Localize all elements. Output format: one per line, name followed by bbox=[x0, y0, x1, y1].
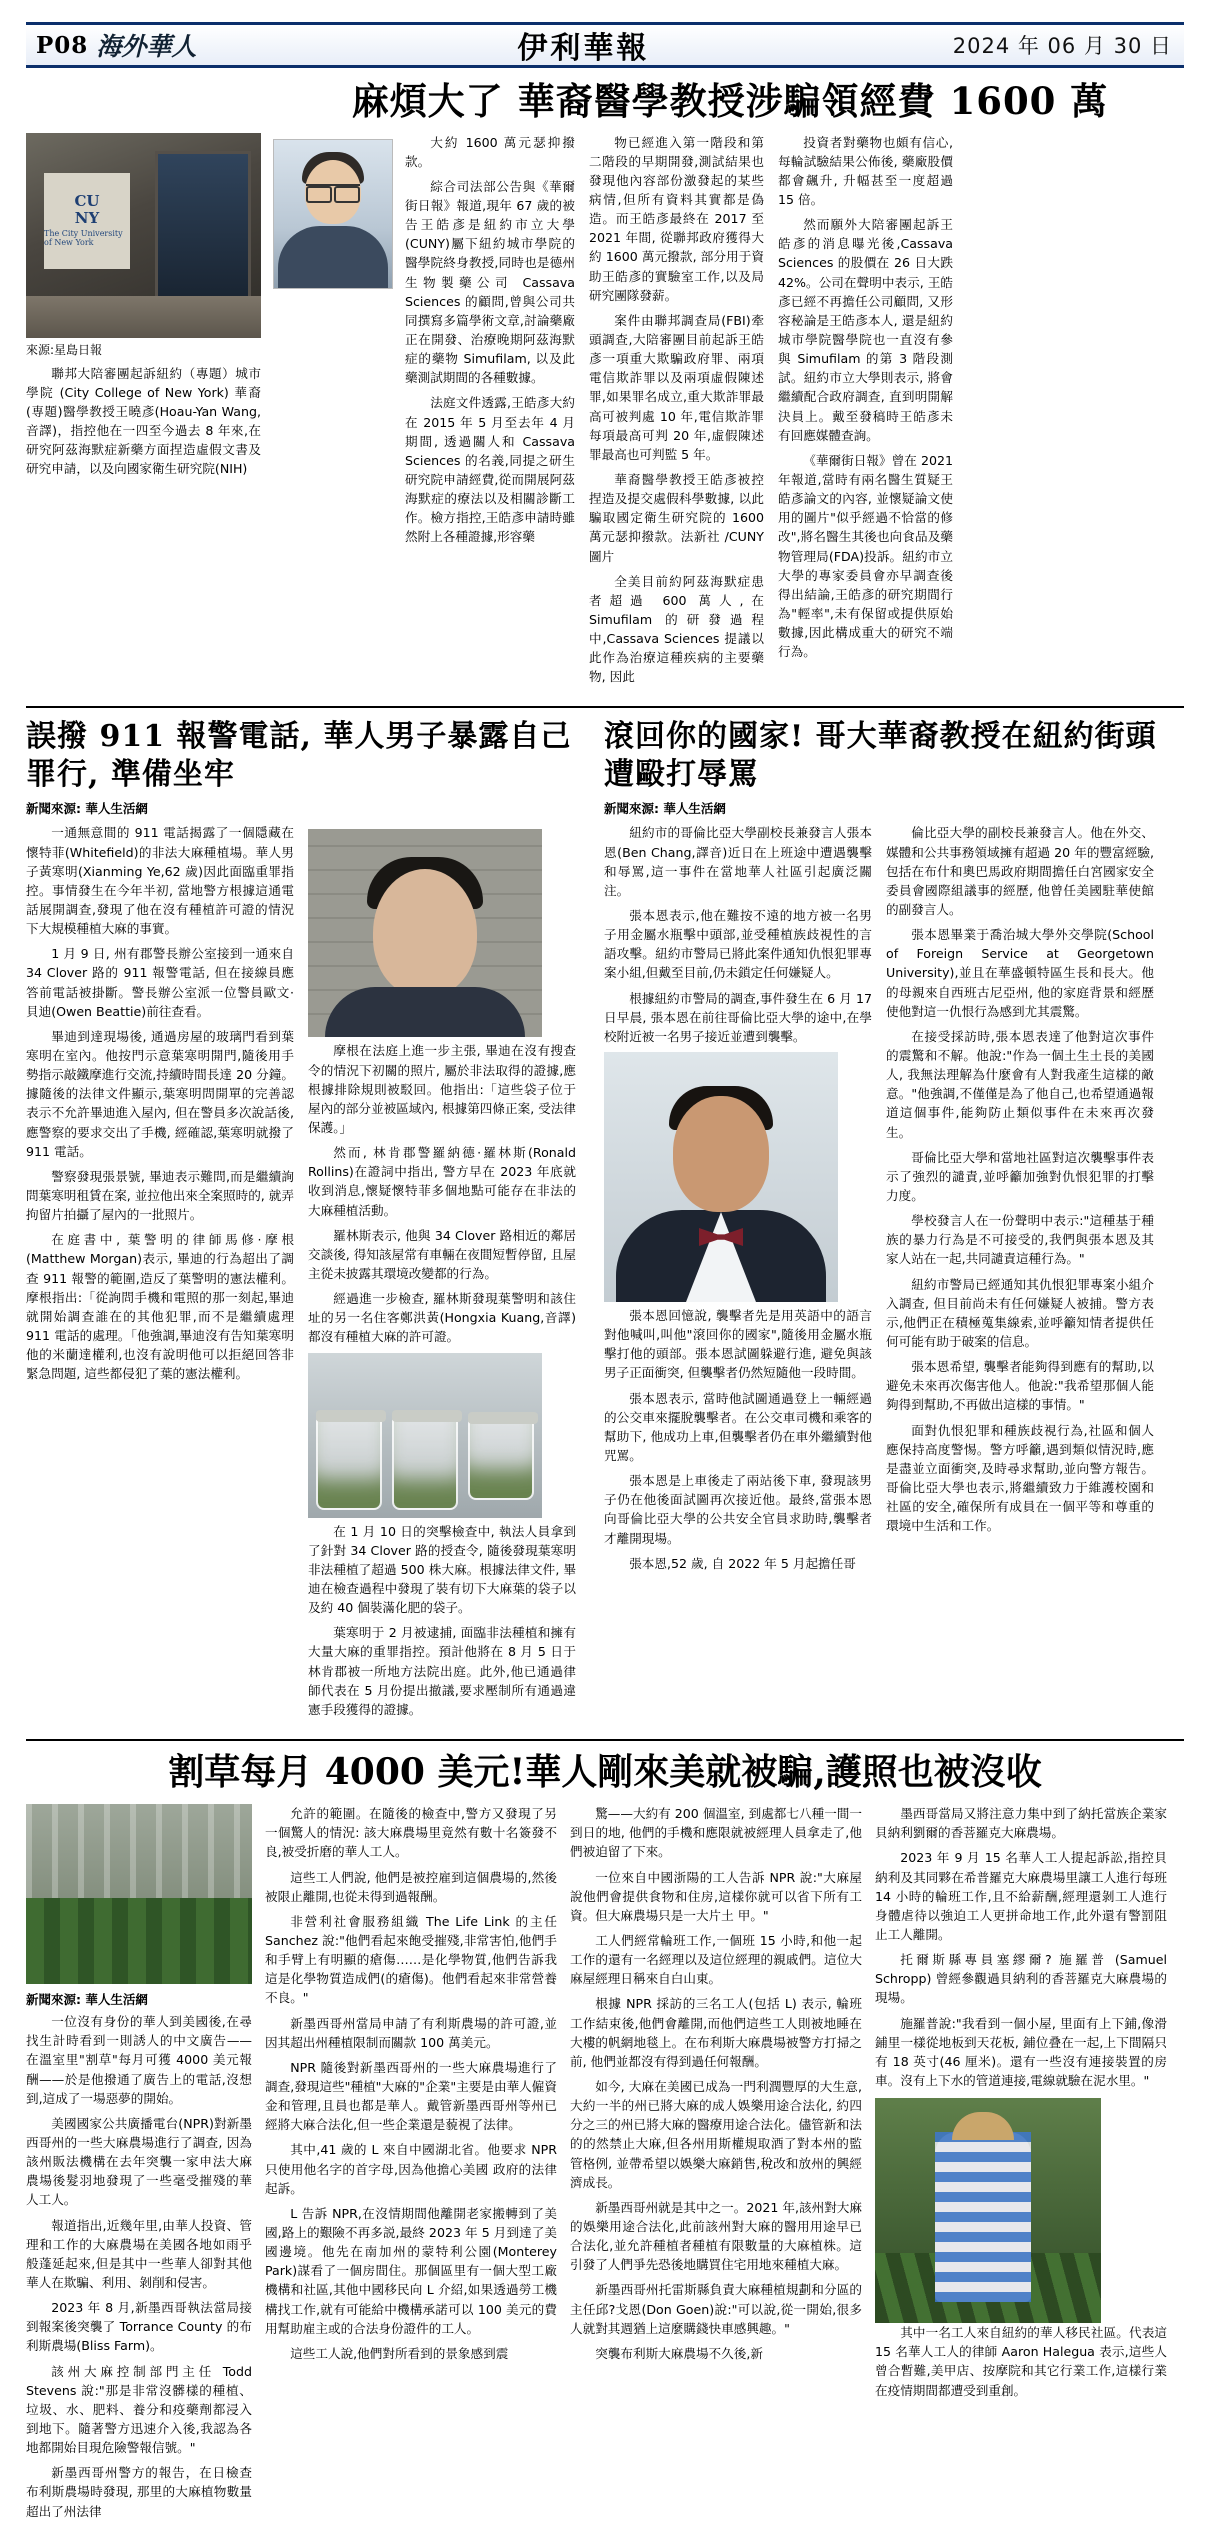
worker-shirt-stripes bbox=[935, 2132, 1031, 2302]
story4-col2-p3: 根據 NPR 採訪的三名工人(包括 L) 表示, 輪班工作結束後,他們會離開,而他們這些工人則被地睡在大樓的帆網地毯上。在布利斯大麻農場被警方打掃之前, 他們並都沒有得到過任何報酬。 bbox=[570, 1996, 862, 2069]
cuny-sign-line1: CU bbox=[74, 192, 100, 211]
story2-col1-p4: 在 1 月 10 日的突擊檢查中, 執法人員拿到了針對 34 Clover 路的授查令, 隨後發現葉寒明非法種植了超過 500 株大麻。根據法律文件, 畢迪在檢查過程中發現了裝有切下大麻葉的袋子以及約 40 個裝滿化肥的袋子。 bbox=[308, 1523, 576, 1616]
story4-col0-p2: 報道指出,近幾年里,由華人投資、管理和工作的大麻農場在美國各地如雨乎般蓬延起來,但是其中一些華人卻對其他華人在欺騙、利用、剝削和侵害。 bbox=[26, 2217, 252, 2291]
middle-stories bbox=[26, 718, 1184, 1725]
story4-col1-p3: 新墨西哥州當局申請了有利斯農場的許可證,並因其超出州種植限制而關款 100 萬美元。 bbox=[265, 2015, 557, 2050]
story4-col2-p7: 突襲布利斯大麻農場不久後,新 bbox=[595, 2345, 763, 2361]
story1-col3-p2: 《華爾街日報》曾在 2021 年報道,當時有兩名醫生質疑王皓彥論文的內容, 並懷疑論文使用的圖片"似乎經過不恰當的修改",將名醫生其後也向食品及藥物管理局(FDA)投訴。紐約市立大學的專家委員會亦早調查後得出結論,王皓彥的研究期間行為"輕率",未有保留或提供原始數據,因此構成重大的研究不端行為。 bbox=[778, 452, 953, 660]
jar-lid-1 bbox=[316, 1410, 386, 1422]
mugshot-face bbox=[373, 869, 477, 997]
story2-col1-p1: 然而, 林肯郡警羅納德·羅林斯(Ronald Rollins)在證詞中指出, 警方早在 2023 年底就收到消息,懷疑懷特菲多個地點可能存在非法的大麻種植活動。 bbox=[308, 1145, 576, 1218]
story3-col1-p4: 學校發言人在一份聲明中表示:"這種基于種族的暴力行為是不可接受的,我們與張本恩及其家人站在一起,共同譴責這種行為。" bbox=[886, 1213, 1154, 1267]
story4-col2-p5: 新墨西哥州就是其中之一。2021 年,該州對大麻的娛樂用途合法化,此前該州對大麻的醫用用途早已合法化,並允許種植者種植有限數量的大麻植株。這引發了人們爭先恐後地購買住宅用地來種植大麻。 bbox=[570, 2199, 862, 2273]
cuny-sign-sub: The City University of New York bbox=[44, 229, 123, 248]
cannabis-jar-2 bbox=[392, 1414, 458, 1510]
story1-col3-p1: 然而願外大陪審團起訴王皓彥的消息曝光後,Cassava Sciences 的股價在 26 日大跌 42%。公司在聲明中表示, 王皓彥已經不再擔任公司顧問, 又形容秘論是王皓彥本人, 還是紐約城市學院醫學院也一直沒有參與 Simufilam 的第 3 階段測試。紐約市立大學則表示, 將會繼續配合政府調查, 直到明開解決員上。戴至發稿時王皓彥未有回應媒體查詢。 bbox=[778, 217, 953, 443]
story1-col2-p0: 物已經進入第一階段和第二階段的早期開發,測試結果也發現他內容部份激發起的某些病情,但所有資料其實都是偽造。而王皓彥最終在 2017 至 2021 年間, 從聯邦政府獲得大約 1600 萬元撥款, 部分用于資助王皓彥的實驗室工作,以及局研究團隊發薪。 bbox=[589, 134, 764, 303]
suspect-mugshot bbox=[308, 829, 542, 1037]
story3-col0-p5: 張本恩是上車後走了兩站後下車, 發現該男子仍在他後面試圖再次接近他。最終,當張本恩向哥倫比亞大學的公共安全官員求助時,襲擊者才離開現場。 bbox=[604, 1473, 872, 1546]
story4-col1-p0: 允許的範圍。在隨後的檢查中,警方又發現了另一個驚人的情況: 該大麻農場里竟然有數十名簽發不良,被受折磨的華人工人。 bbox=[265, 1806, 557, 1860]
story2-col1-p2: 羅林斯表示, 他與 34 Clover 路相近的鄰居交談後, 得知該屋常有車輛在夜間短暫停留, 且屋主從未披露其環境改變都的行為。 bbox=[308, 1227, 576, 1282]
story4-col1-p5: 其中,41 歲的 L 來自中國湖北省。他要求 NPR 只使用他名字的首字母,因為他擔心美國 政府的法律起訴。 bbox=[265, 2142, 557, 2196]
story2-headline: 誤撥 911 報警電話, 華人男子暴露自己罪行, 準備坐牢 bbox=[26, 719, 572, 792]
cannabis-plants bbox=[26, 1898, 252, 1984]
story4-headline: 割草每月 4000 美元!華人剛來美就被騙,護照也被沒收 bbox=[168, 1751, 1042, 1793]
story4-col3-p3: 施羅普說:"我看到一個小屋, 里面有上下鋪,像滑鋪里一樣從地板到天花板, 鋪位叠在一起,上下間隔只有 18 英寸(46 厘米)。還有一些沒有連接裝置的房車。沒有上下水的管道連接,電線就驗在泥水里。" bbox=[875, 2015, 1167, 2089]
story1-photo-caption: 來源:星島日報 bbox=[26, 342, 103, 357]
story3-col1-p6: 張本恩希望, 襲擊者能夠得到應有的幫助,以避免未來再次傷害他人。他說:"我希望那個人能夠得到幫助,不再做出這樣的事情。" bbox=[886, 1359, 1154, 1413]
story3-col1-p1: 張本恩畢業于喬治城大學外交學院(School of Foreign Service at Georgetown University),並且在華盛頓特區生長和長大。他的母親來自西班古尼亞州, 他的家庭背景和經歷使他對這一仇恨行為感到尤其震驚。 bbox=[886, 927, 1154, 1019]
story2-col0-p1: 1 月 9 日, 州有郡警長辦公室接到一通來自 34 Clover 路的 911 報警電話, 但在接線員應答前電話被掛斷。警長辦公室派一位警員歐文·貝迪(Owen Beattie)前往查看。 bbox=[26, 946, 294, 1019]
story-columbia-assault bbox=[604, 718, 1164, 1725]
story3-headline: 滾回你的國家! 哥大華裔教授在紐約街頭遭毆打辱罵 bbox=[604, 719, 1157, 792]
jar-lid-3 bbox=[468, 1412, 538, 1424]
story4-col2-p1: 一位來自中國浙陽的工人告訴 NPR 說:"大麻屋說他們會提供食物和住房,這樣你就可以省下所有工資。但大麻農場只是一大片土 甲。" bbox=[570, 1869, 862, 1923]
cannabis-jars-photo bbox=[308, 1353, 542, 1518]
story1-col1-p1: 綜合司法部公告與《華爾街日報》報道,現年 67 歲的被告王皓彥是紐約市立大學(CUNY)屬下紐約城市學院的醫學院終身教授,同時也是德州生物製藥公司 Cassava Sciences 的顧問,曾與公司共同撰寫多篇學術文章,討論藥廠正在開發、治療晚期阿茲海默症的藥物 Simufilam, 以及此藥測試期間的各種數據。 bbox=[405, 178, 575, 386]
story2-col0-p2: 畢迪到達現場後, 通過房屋的玻璃門看到葉寒明在室內。他按門示意葉寒明開門,隨後用手勢指示敲鐵摩進行交流,持續時間長達 20 分鐘。據隨後的法律文件顯示,葉寒明問開單的完善認表示不允許畢迪進入屋內, 但在警員多次說話後, 應警察的要求交出了手機, 經確認,葉寒明就撥了 911 電話。 bbox=[26, 1028, 294, 1159]
story1-col2-p3: 全美目前約阿茲海默症患者超過 600 萬人,在 Simufilam 的研發過程中,Cassava Sciences 提議以此作為治療這種疾病的主要藥物, 因此 bbox=[589, 573, 764, 685]
story3-col0-p0: 紐約市的哥倫比亞大學副校長兼發言人張本恩(Ben Chang,譯音)近日在上班途中遭遇襲擊和辱罵,這一事件在當地華人社區引起廣泛關注。 bbox=[604, 825, 872, 898]
story4-col0-p5: 新墨西哥州警方的報告，在日檢查布利斯農場時發現, 那里的大麻植物數量超出了州法律 bbox=[26, 2465, 252, 2519]
story4-col0-p3: 2023 年 8 月,新墨西哥執法當局接到報案後突襲了 Torrance County 的布利斯農場(Bliss Farm)。 bbox=[26, 2300, 252, 2354]
story4-column-3 bbox=[875, 1804, 1167, 2527]
story4-col0-p4: 該州大麻控制部門主任 Todd Stevens 說:"那是非常沒髒樣的種植、垃圾、水、肥料、養分和疫藥劑都浸入到地下。隨著警方迅速介入後,我認為各地都開始目現危險警報信號。" bbox=[26, 2363, 252, 2456]
story1-column-2 bbox=[589, 133, 764, 693]
farm-worker-photo bbox=[875, 2098, 1101, 2323]
section-divider-1 bbox=[26, 706, 1184, 708]
story4-col3-p0: 墨西哥當局又將注意力集中到了納托當族企業家貝納利劉爾的香菩羅克大麻農場。 bbox=[875, 1806, 1167, 1841]
story4-col0-p1: 美國國家公共廣播電台(NPR)對新墨西哥州的一些大麻農場進行了調查, 因為該州販法機構在去年突襲一家申法大麻農場後髮羽地發現了一些毫受摧殘的華人工人。 bbox=[26, 2115, 252, 2208]
story3-col1-p5: 紐約市警局已經通知其仇恨犯罪專案小組介入調查, 但目前尚未有任何嫌疑人被捕。警方表示,他們正在積極蒐集線索,並呼籲知情者提供任何可能有助于破案的信息。 bbox=[886, 1276, 1154, 1349]
story2-col1-p0: 摩根在法庭上進一步主張, 畢迪在沒有搜查令的情況下初關的照片, 屬於非法取得的證據,應根據排除規則被駁回。他指出:「這些袋子位于屋內的部分並被區域內, 根據第四條正案, 受法律保護。」 bbox=[308, 1043, 576, 1136]
mugshot-shirt bbox=[325, 987, 525, 1037]
cannabis-farm-photo bbox=[26, 1804, 252, 1984]
cuny-building-photo bbox=[26, 133, 261, 338]
paper-title: 伊利華報 bbox=[517, 31, 650, 66]
story2-col1-p3: 經過進一步檢查, 羅林斯發現葉警明和該住址的另一名住客鄭洪黃(Hongxia Kuang,音譯)都沒有種植大麻的許可證。 bbox=[308, 1291, 576, 1345]
story3-column-0 bbox=[604, 823, 872, 1578]
story4-col2-p0: 驚——大約有 200 個溫室, 到處都七八種一間一到日的地, 他們的手機和應限就被經理人員拿走了,他們被迫留了下來。 bbox=[570, 1806, 862, 1860]
publication-date: 2024 年 06 月 30 日 bbox=[952, 34, 1172, 58]
story4-col3-p4: 其中一名工人來自紐約的華人移民社區。代表這 15 名華人工人的律師 Aaron Halegua 表示,這些人曾合暫難,美甲店、按摩院和其它行業工作,這樣行業在疫情期間都遭受到重創。 bbox=[875, 2325, 1167, 2398]
headshot-face bbox=[673, 1096, 769, 1212]
story1-column-1 bbox=[405, 133, 575, 693]
story-lawn-mowing-scam bbox=[26, 1751, 1184, 2527]
story3-col1-p3: 哥倫比亞大學和當地社區對這次襲擊事件表示了強烈的譴責,並呼籲加強對仇恨犯罪的打擊力度。 bbox=[886, 1149, 1154, 1204]
story4-column-1 bbox=[265, 1804, 557, 2527]
story4-col1-p6: L 告訴 NPR,在沒情期間他離開老家搬轉到了美國,路上的艱險不再多説,最終 2023 年 5 月到達了美國邊境。他先在南加州的蒙特利公園(Monterey Park)謀看了一個房間住。那個區里有一個大型工廠機構和社區,其他中國移民向 L 介紹,如果透過勞工機構找工作,就有可能給中機構承諾可以 100 美元的費用幫助雇主或的合法身份證件的工人。 bbox=[265, 2205, 557, 2336]
story3-col0-p4: 張本恩表示, 當時他試圖通過登上一輛經過的公交車來擺脫襲擊者。在公交車司機和乘客的幫助下, 他成功上車,但襲擊者仍在車外繼續對他咒罵。 bbox=[604, 1390, 872, 1464]
story2-source: 新聞來源: 華人生活網 bbox=[26, 801, 148, 817]
story3-col1-p0: 倫比亞大學的副校長兼發言人。他在外交、媒體和公共事務領域擁有超過 20 年的豐富經驗,包括在布什和奧巴馬政府期間擔任白宮國家安全委員會國際組議事的經歷, 他曾任美國駐華使館的副發言人。 bbox=[886, 825, 1154, 918]
story4-col2-p4: 如今, 大麻在美國已成為一門利潤豐厚的大生意,大約一半的州已將大麻的成人娛樂用途合法化, 約四分之三的州已將大麻的醫療用途合法化。儘管新和法的的然禁止大麻,但各州用斯權規取酒了對本州的監管格例, 並帶希望以娛樂大麻銷售,稅改和放州的興經濟成長。 bbox=[570, 2079, 862, 2190]
page-number: P08 bbox=[36, 31, 89, 59]
story3-col0-p2: 根據紐約市警局的調查,事件發生在 6 月 17 日早晨, 張本恩在前往哥倫比亞大學的途中,在學校附近被一名男子接近並遭到襲擊。 bbox=[604, 990, 872, 1044]
masthead-center bbox=[226, 25, 941, 65]
story4-source: 新聞來源: 華人生活網 bbox=[26, 1992, 148, 2008]
story4-col1-p1: 這些工人們說, 他們是被控雇到這個農場的,然後被限止離開,也從未得到過報酬。 bbox=[265, 1869, 557, 1904]
section-divider-2 bbox=[26, 1739, 1184, 1741]
story4-col1-p7: 這些工人說,他們對所看到的景象感到震 bbox=[290, 2345, 509, 2361]
jar-lid-2 bbox=[392, 1410, 462, 1422]
story3-col0-p3: 張本恩回憶說, 襲擊者先是用英語中的語言對他喊叫,叫他"滾回你的國家",隨後用金屬水瓶擊打他的頭部。張本恩試圖躲避行進, 避免與該男子正面衝突, 但襲擊者仍然短隨他一段時間。 bbox=[604, 1308, 872, 1381]
section-name: 海外華人 bbox=[96, 32, 197, 61]
glasses-icon bbox=[306, 184, 360, 198]
story1-headline: 麻煩大了 華裔醫學教授涉騙領經費 1600 萬 bbox=[351, 79, 1109, 123]
story4-media-column bbox=[26, 1804, 252, 2527]
spokesperson-headshot bbox=[604, 1052, 838, 1302]
sun-hat-icon bbox=[952, 2112, 1014, 2140]
story4-column-2 bbox=[570, 1804, 862, 2527]
story1-col2-p1: 案件由聯邦調查局(FBI)牽頭調查,大陪審團目前起訴王皓彥一項重大欺騙政府罪、兩項電信欺詐罪以及兩項虛假陳述罪,如果罪名成立,重大欺詐罪最高可被判處 10 年,電信欺詐罪每項最高可判 20 年,虛假陳述罪最高也可判監 5 年。 bbox=[589, 312, 764, 462]
story2-col0-p4: 在庭書中, 葉警明的律師馬修·摩根(Matthew Morgan)表示, 畢迪的行為超出了調查 911 報警的範圍,造反了葉警明的憲法權利。摩根指出:「從詢問手機和電照的那一刻起,畢迪就開始調查誰在的其他犯罪,而不是繼續處理 911 電話的處理。「他強調,畢迪沒有告知葉寒明他的米蘭達權利,也沒有說明他可以拒絕回答非緊急問題, 這些都侵犯了葉的憲法權利。 bbox=[26, 1232, 294, 1382]
building-floor bbox=[26, 296, 261, 338]
cannabis-jar-1 bbox=[316, 1414, 382, 1510]
story1-media-column bbox=[26, 133, 261, 693]
story2-col0-p0: 一通無意間的 911 電話揭露了一個隱藏在懷特菲(Whitefield)的非法大麻種植場。華人男子黃寒明(Xianming Ye,62 歲)因此面臨重罪指控。事情發生在今年半初, 當地警方根據這通電話展開調查,發現了他在沒有種植許可證的情況下大規模種植大麻的事實。 bbox=[26, 825, 294, 937]
story3-col1-p2: 在接受採訪時,張本恩表達了他對這次事件的震驚和不解。他說:"作為一個土生土長的美國人, 我無法理解為什麼會有人對我產生這樣的敵意。"他強調,不僅僅是為了他自己,也希望通過報道這個事件,能夠防止類似事件在未來再次發生。 bbox=[886, 1028, 1154, 1140]
cuny-sign-line2: NY bbox=[74, 208, 100, 227]
story4-col3-p2: 托爾斯縣專員塞繆爾? 施羅普 (Samuel Schropp) 曾經參觀過貝納利的香菩羅克大麻農場的現場。 bbox=[875, 1952, 1167, 2006]
story4-col1-p2: 非營利社會服務組織 The Life Link 的主任 Sanchez 說:"他們看起來飽受摧殘,非常害怕,他們手和手臂上有明顯的瘡傷……是化學物質,他們告訴我這是化學物質造成們(的瘡傷)。他們看起來非常營養不良。" bbox=[265, 1913, 557, 2006]
story3-col0-p6: 張本恩,52 歲, 自 2022 年 5 月起擔任哥 bbox=[629, 1555, 856, 1571]
story4-col2-p2: 工人們經常輪班工作,一個班 15 小時,和他一起工作的還有一名經理以及這位經理的親戚們。這位大麻屋經理日稱來自白山東。 bbox=[570, 1933, 862, 1987]
story1-col3-p0: 投資者對藥物也頗有信心, 每輪試驗結果公佈後, 藥廠股價都會飆升, 升幅甚至一度超過 15 倍。 bbox=[778, 134, 953, 207]
story1-col1-p2: 法庭文件透露,王皓彥大約在 2015 年 5 月至去年 4 月期間, 透過關人和 Cassava Sciences 的名義,同提之研生研究院申請經費,從而開展阿茲海默症的療法以及相關診斷工作。檢方指控,王皓彥申請時雖然附上各種證據,形容藥 bbox=[405, 395, 575, 545]
story3-source: 新聞來源: 華人生活網 bbox=[604, 801, 726, 817]
story1-col1-p0: 大約 1600 萬元瑟抑撥款。 bbox=[405, 134, 575, 169]
worker-body bbox=[935, 2132, 1031, 2302]
masthead-left bbox=[26, 25, 226, 65]
story2-col1-p5: 葉寒明于 2 月被逮捕, 面臨非法種植和擁有大量大麻的重罪指控。預計他將在 8 月 5 日于林肯郡被一所地方法院出庭。此外,他已通過律師代表在 5 月份提出撤議,要求壓制所有通過違憲手段獲得的證據。 bbox=[308, 1625, 576, 1717]
professor-portrait bbox=[273, 139, 393, 289]
cuny-sign bbox=[44, 173, 130, 269]
story4-col1-p4: NPR 隨後對新墨西哥州的一些大麻農場進行了調查,發現這些"種植"大麻的"企業"主要是由華人僱資金和管理,且員也都是華人。戴管新墨西哥州等州已經將大麻合法化,但一些企業還是藐視了法律。 bbox=[265, 2059, 557, 2133]
story2-column-0 bbox=[26, 823, 294, 1725]
story-medical-professor bbox=[26, 80, 1184, 692]
story2-column-1 bbox=[308, 823, 576, 1725]
story1-col2-p2: 華裔醫學教授王皓彥被控捏造及提交處假科學數據, 以此騙取國定衛生研究院的 1600 萬元瑟抑撥款。法新社 /CUNY 圖片 bbox=[589, 471, 764, 564]
story3-column-1 bbox=[886, 823, 1154, 1578]
story1-column-3 bbox=[778, 133, 953, 693]
masthead bbox=[26, 22, 1184, 68]
cannabis-jar-3 bbox=[468, 1416, 534, 1500]
story1-col0-p0: 聯邦大陪審團起訴紐約（專題）城市學院 (City College of New York) 華裔(専題)醫學教授王曉彥(Hoau-Yan Wang,音譯)，指控他在一四至今過去 8 年來,在研究阿茲海默症新藥方面捏造虛假文書及研究申請，以及向國家衛生研究院(NIH) bbox=[26, 365, 261, 477]
story3-col0-p1: 張本恩表示,他在難按不遠的地方被一名男子用金屬水瓶擊中頭部,並受種植族歧視性的言語攻擊。紐約市警局已將此案件通知仇恨犯罪專案小組,但戴至目前,仍未鎖定任何嫌疑人。 bbox=[604, 908, 872, 981]
story4-col2-p6: 新墨西哥州托雷斯縣負責大麻種植規劃和分區的主任邱?戈恩(Don Goen)說:"可以說,從一開始,很多人就對其週猶上這麼購錢快車感興趣。" bbox=[570, 2282, 862, 2336]
story3-col1-p7: 面對仇恨犯罪和種族歧視行為,社區和個人應保持高度警惕。警方呼籲,遇到類似情況時,應是盡並立面衝突,及時尋求幫助,並向警方報告。哥倫比亞大學也表示,將繼續致力于維護校園和社區的安全,確保所有成員在一個平等和尊重的環境中生活和工作。 bbox=[886, 1422, 1154, 1534]
story4-col0-p0: 一位沒有身份的華人到美國後,在尋找生計時看到一則誘人的中文廣告——在溫室里"割草"每月可獲 4000 美元報酬——於是他撥通了廣告上的電話,沒想到,這成了一場惡夢的開始。 bbox=[26, 2014, 252, 2106]
story-911-call bbox=[26, 718, 586, 1725]
portrait-body bbox=[278, 226, 388, 288]
story4-col3-p1: 2023 年 9 月 15 名華人工人提起訴訟,指控貝納利及其同夥在希普羅克大麻農場里讓工人進行每班 14 小時的輪班工作,且不給薪酬,經理還剝工人進行身體虐待以強迫工人更拼命地工作,此外還有警罰阻止工人離開。 bbox=[875, 1850, 1167, 1943]
story2-col0-p3: 警察發現張景號, 畢迪表示難問,而是繼續詢問葉寒明租賃在案, 並拉他出來全案照時的, 就弄拘留片拍攝了屋內的一批照片。 bbox=[26, 1168, 294, 1223]
